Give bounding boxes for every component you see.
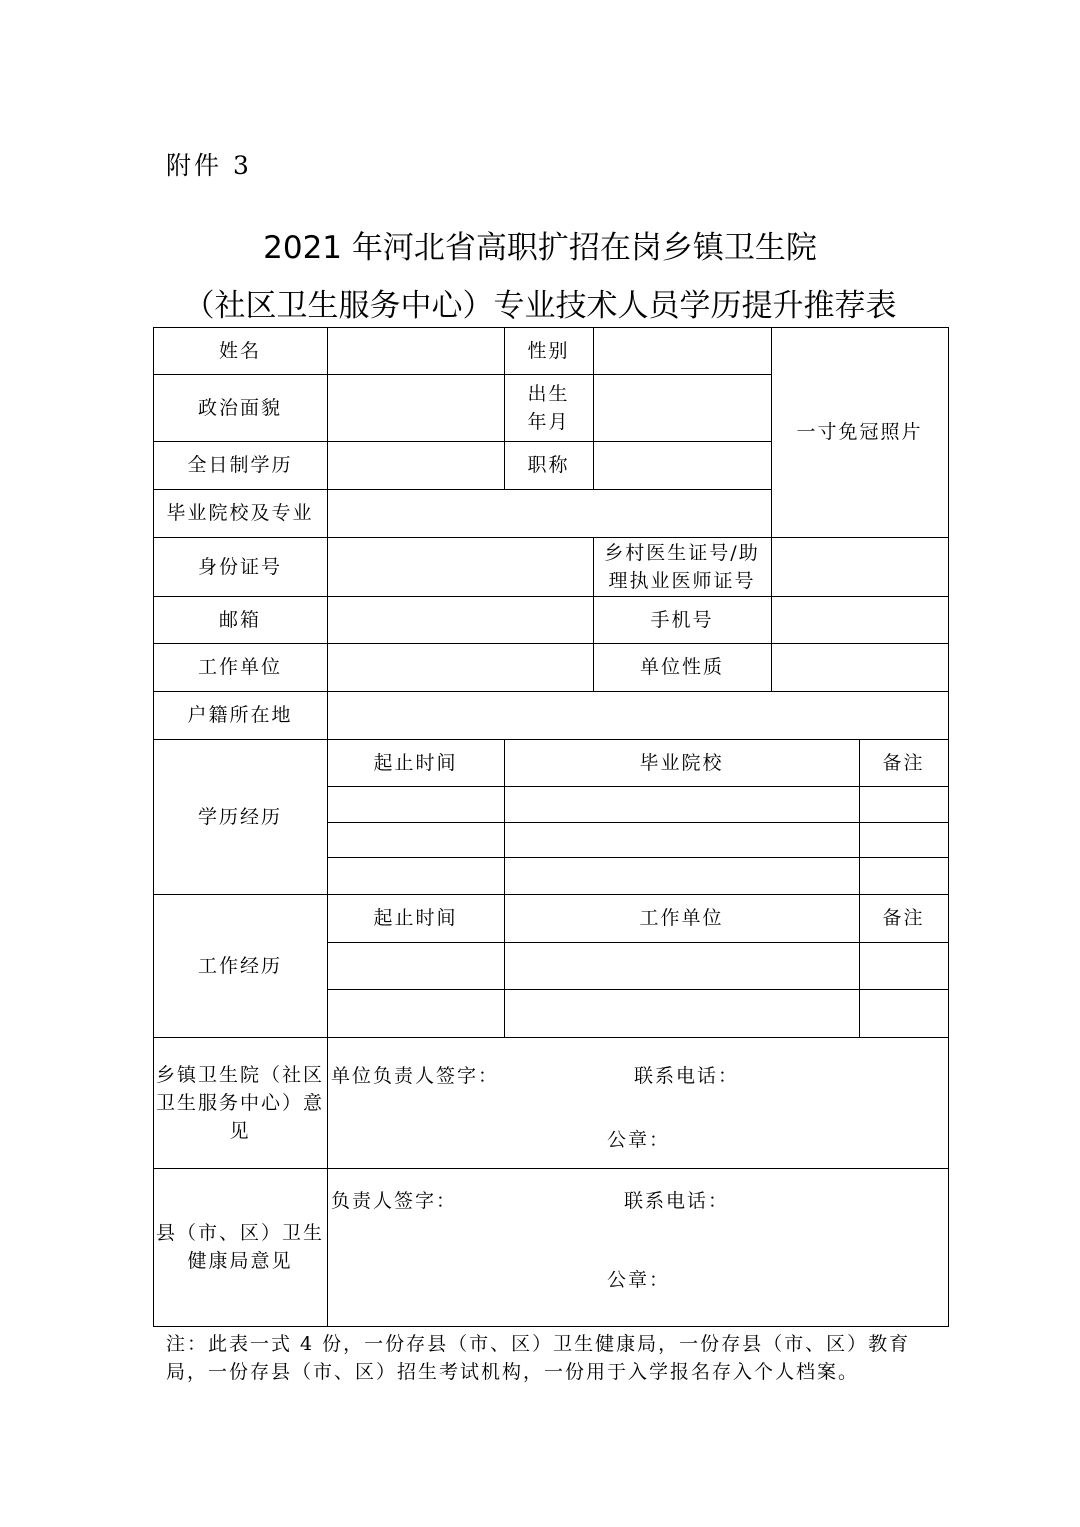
photo-box[interactable]: 一寸免冠照片 xyxy=(796,421,923,443)
county-contact: 联系电话： xyxy=(624,1190,730,1212)
county-seal: 公章： xyxy=(607,1269,671,1291)
footnote: 注：此表一式 4 份，一份存县（市、区）卫生健康局，一份存县（市、区）教育局，一份存县（市、区）招生考试机构，一份用于入学报名存入个人档案。 xyxy=(166,1333,911,1383)
edu-col-period: 起止时间 xyxy=(373,751,458,774)
label-job-title: 职称 xyxy=(527,454,570,476)
work-col-note: 备注 xyxy=(882,907,925,929)
field-id-number[interactable] xyxy=(327,537,593,596)
county-signature: 负责人签字： xyxy=(331,1190,458,1212)
label-township-opinion: 乡镇卫生院（社区卫生服务中心）意见 xyxy=(155,1063,324,1142)
field-work-unit[interactable] xyxy=(327,643,593,691)
label-unit-nature: 单位性质 xyxy=(639,656,724,678)
edu-col-note: 备注 xyxy=(882,751,925,774)
label-household: 户籍所在地 xyxy=(187,704,293,726)
label-email: 邮箱 xyxy=(218,608,261,631)
field-political-status[interactable] xyxy=(327,374,504,441)
label-doctor-cert: 乡村医生证号/助理执业医师证号 xyxy=(604,541,760,592)
township-signature: 单位负责人签字： xyxy=(331,1065,500,1087)
field-fulltime-education[interactable] xyxy=(327,441,504,489)
township-contact: 联系电话： xyxy=(634,1065,740,1087)
label-name: 姓名 xyxy=(218,339,261,362)
edu-col-school: 毕业院校 xyxy=(639,751,724,774)
work-col-period: 起止时间 xyxy=(373,907,458,929)
field-household[interactable] xyxy=(327,691,948,739)
form-title-line2: （社区卫生服务中心）专业技术人员学历提升推荐表 xyxy=(183,288,897,324)
field-phone[interactable] xyxy=(771,596,948,643)
label-gender: 性别 xyxy=(527,339,570,362)
field-gender[interactable] xyxy=(593,327,771,374)
label-fulltime-education: 全日制学历 xyxy=(187,454,293,476)
label-work-history: 工作经历 xyxy=(197,954,282,977)
label-county-opinion: 县（市、区）卫生健康局意见 xyxy=(155,1222,324,1272)
label-work-unit: 工作单位 xyxy=(197,656,282,678)
field-birth-date[interactable] xyxy=(593,374,771,441)
field-doctor-cert[interactable] xyxy=(771,537,948,596)
field-unit-nature[interactable] xyxy=(771,643,948,691)
label-id-number: 身份证号 xyxy=(197,555,282,578)
label-birth-date: 出生年月 xyxy=(527,382,570,433)
label-school-major: 毕业院校及专业 xyxy=(166,502,314,524)
label-edu-history: 学历经历 xyxy=(197,805,282,828)
label-phone: 手机号 xyxy=(650,608,714,631)
field-email[interactable] xyxy=(327,596,593,643)
field-school-major[interactable] xyxy=(327,489,771,537)
township-seal: 公章： xyxy=(607,1129,671,1151)
field-name[interactable] xyxy=(327,327,504,374)
work-col-unit: 工作单位 xyxy=(639,907,724,929)
field-job-title[interactable] xyxy=(593,441,771,489)
attachment-label: 附件 3 xyxy=(166,151,252,180)
label-political-status: 政治面貌 xyxy=(197,396,282,419)
form-title-line1: 2021 年河北省高职扩招在岗乡镇卫生院 xyxy=(263,230,817,266)
